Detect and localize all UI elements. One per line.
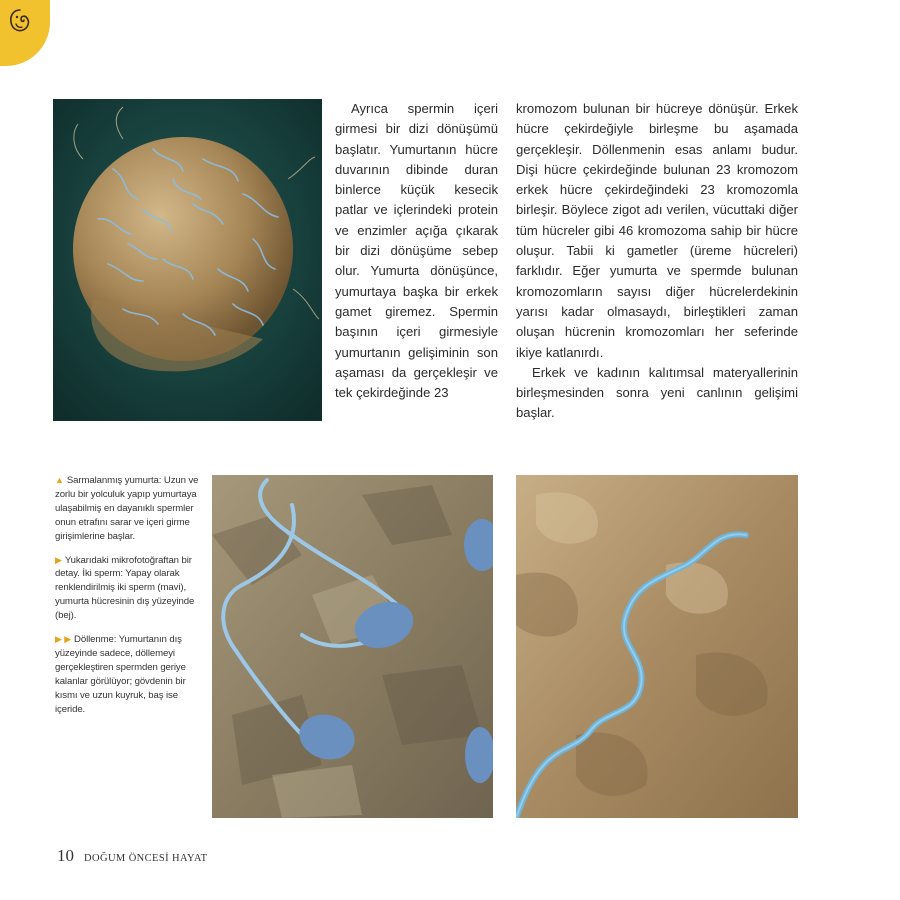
double-triangle-right-icon: ▶ ▶ xyxy=(55,634,72,645)
book-title: DOĞUM ÖNCESİ HAYAT xyxy=(84,853,208,864)
sperm-detail-micrograph xyxy=(212,475,493,818)
body-paragraph: Ayrıca spermin içeri girmesi bir dizi dönüşümü başlatır. Yumurtanın hücre duvarının dibinde duran binlerce küçük kesecik patlar ve içlerindeki protein ve enzimler açığa çıkarak bir dizi dönüşüme sebep olur. Yumurta dönüşünce, yumurtaya başka bir erkek gamet giremez. Spermin başının içeri girmesiyle yumurtanın gelişiminin son aşaması da gerçekleşir ve tek çekirdeğinde 23 xyxy=(335,101,498,401)
caption-egg: ▲ Sarmalanmış yumurta: Uzun ve zorlu bir yolculuk yapıp yumurtaya ulaşabilmiş en dayanıklı spermler onun etrafını sarar ve içeri girme girişimlerine başlar. xyxy=(55,475,199,542)
caption-fertilization: ▶ ▶ Döllenme: Yumurtanın dış yüzeyinde sadece, döllemeyi gerçekleştiren spermden geriye kalanlar görülüyor; gövdenin bir kısmı ve uzun kuyruk, baş ise içeride. xyxy=(55,634,186,715)
triangle-right-icon: ▶ xyxy=(55,554,62,565)
egg-micrograph xyxy=(53,99,322,421)
page-number: 10 xyxy=(57,846,74,865)
triangle-up-icon: ▲ xyxy=(55,475,64,485)
chapter-badge xyxy=(0,0,50,66)
caption-detail: ▶ Yukarıdaki mikrofotoğraftan bir detay. İki sperm: Yapay olarak renklendirilmiş iki sperm (mavi), yumurta hücresinin dış yüzeyinde (bej). xyxy=(55,554,195,622)
body-column-2 xyxy=(516,99,798,424)
body-column-1 xyxy=(335,99,498,403)
page-footer xyxy=(57,846,208,866)
body-paragraph: Erkek ve kadının kalıtımsal materyallerinin birleşmesinden sonra yeni canlının gelişimi başlar. xyxy=(516,364,798,421)
body-paragraph-continued: kromozom bulunan bir hücreye dönüşür. Erkek hücre çekirdeğiyle birleşme bu aşamada gerçekleşir. Döllenmenin esas anlamı budur. Dişi hücre çekirdeğinde bulunan 23 kromozom erkek hücre çekirdeğindeki 23 kromozomla birleşir. Böylece zigot adı verilen, vücuttaki diğer tüm hücreler gibi 46 kromozoma sahip bir hücre oluşur. Tabii ki gametler (üreme hücreleri) farklıdır. Eğer yumurta ve spermde bulunan kromozomların sayısı diğer hücrelerdekinin yarısı kadar olmasaydı, birleştikleri zaman oluşan hücrenin kromozomları her seferinde ikiye katlanırdı. xyxy=(516,101,798,360)
embryo-icon xyxy=(8,8,32,34)
fertilization-micrograph xyxy=(516,475,798,818)
photo-captions xyxy=(55,474,200,727)
